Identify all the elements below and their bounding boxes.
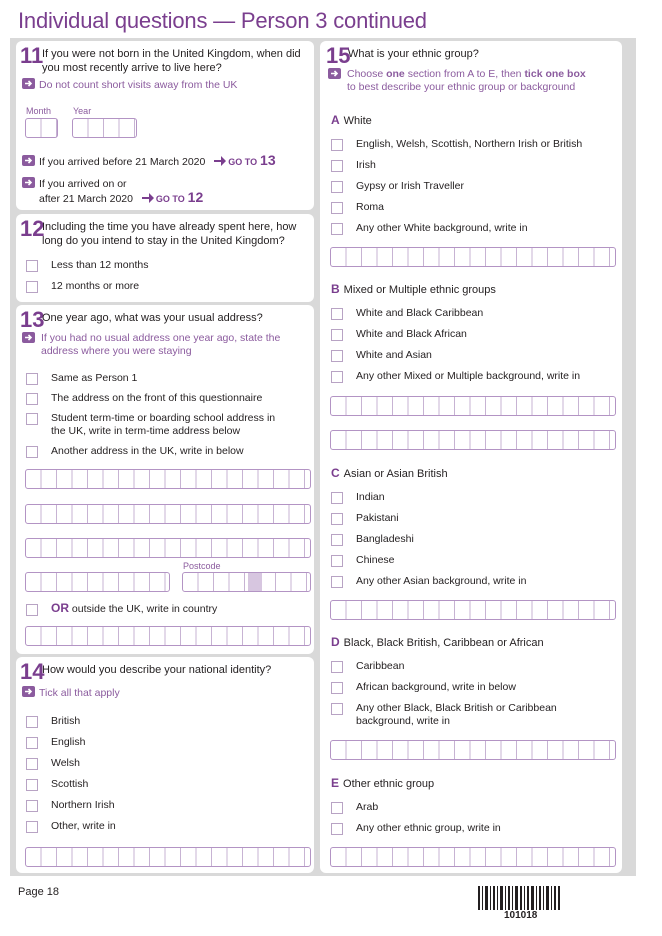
year-label: Year <box>73 106 92 116</box>
instruction-bold: tick one box <box>524 68 586 80</box>
address-line-2-input[interactable] <box>25 504 311 524</box>
option-checkbox[interactable] <box>26 716 38 728</box>
option-label: Caribbean <box>356 660 405 672</box>
instruction-text <box>347 68 619 94</box>
option-label: Arab <box>356 801 379 813</box>
option-label: African background, write in below <box>356 681 516 693</box>
country-input[interactable] <box>25 626 311 646</box>
black-write-in-input[interactable] <box>330 740 616 760</box>
option-checkbox[interactable] <box>331 513 343 525</box>
address-line-3-input[interactable] <box>25 538 311 558</box>
question-text: Including the time you have already spent here, how long do you intend to stay in the United Kingdom? <box>42 221 297 247</box>
identity-write-in-input[interactable] <box>25 847 311 867</box>
goto-target: 12 <box>187 189 204 205</box>
month-label: Month <box>26 106 52 116</box>
route-text-line2: after 21 March 2020 <box>39 193 133 205</box>
question-instruction <box>22 686 302 700</box>
barcode-number: 101018 <box>504 910 538 921</box>
option-label: British <box>51 715 81 727</box>
option-checkbox[interactable] <box>331 534 343 546</box>
page-number: Page 18 <box>18 886 59 898</box>
arrow-right-icon <box>22 155 35 166</box>
month-input[interactable] <box>25 118 58 138</box>
option-checkbox[interactable] <box>331 202 343 214</box>
section-letter: B <box>331 282 340 296</box>
option-label: Other, write in <box>51 820 116 832</box>
option-checkbox[interactable] <box>331 223 343 235</box>
option-checkbox[interactable] <box>331 576 343 588</box>
option-checkbox[interactable] <box>331 160 343 172</box>
option-label: Chinese <box>356 554 395 566</box>
instruction-part: section from A to E, then <box>404 68 525 80</box>
option-label: Any other ethnic group, write in <box>356 822 501 834</box>
question-text: One year ago, what was your usual address? <box>42 312 263 324</box>
option-label: Bangladeshi <box>356 533 414 545</box>
question-number: 12 <box>20 216 45 241</box>
section-title: Asian or Asian British <box>343 468 448 480</box>
arrow-right-icon <box>22 177 35 188</box>
goto-target: 13 <box>260 152 276 168</box>
option-label: Indian <box>356 491 385 503</box>
option-checkbox[interactable] <box>26 260 38 272</box>
option-checkbox[interactable] <box>26 737 38 749</box>
address-line-1-input[interactable] <box>25 469 311 489</box>
question-15-panel <box>320 41 622 873</box>
outside-uk-text: outside the UK, write in country <box>71 603 218 615</box>
instruction-text: If you had no usual address one year ago, state the address where you were staying <box>41 332 281 357</box>
arrow-right-icon <box>22 686 35 697</box>
section-c-heading <box>331 466 448 480</box>
option-checkbox[interactable] <box>331 492 343 504</box>
option-label: English <box>51 736 86 748</box>
section-a-heading <box>331 113 372 127</box>
option-label: Same as Person 1 <box>51 372 138 384</box>
route-after-date <box>22 177 312 191</box>
route-after-date-line2 <box>39 190 309 206</box>
section-title: Other ethnic group <box>343 778 435 790</box>
section-letter: C <box>331 466 340 480</box>
option-label: Welsh <box>51 757 80 769</box>
option-label: Any other Asian background, write in <box>356 575 527 587</box>
question-13-panel <box>16 305 314 654</box>
option-checkbox[interactable] <box>26 373 38 385</box>
option-label: White and Asian <box>356 349 432 361</box>
option-checkbox[interactable] <box>26 821 38 833</box>
option-label: Any other White background, write in <box>356 222 528 234</box>
instruction-part: Choose <box>347 68 387 80</box>
section-title: Black, Black British, Caribbean or African <box>343 637 544 649</box>
white-write-in-input[interactable] <box>330 247 616 267</box>
option-label: Student term-time or boarding school address in the UK, write in term-time address below <box>51 412 276 437</box>
instruction-part: to best describe your ethnic group or background <box>347 81 576 93</box>
question-instruction <box>22 78 308 92</box>
option-checkbox[interactable] <box>331 329 343 341</box>
section-e-heading <box>331 776 434 790</box>
instruction-text: Tick all that apply <box>39 687 120 699</box>
option-checkbox[interactable] <box>26 800 38 812</box>
option-label: 12 months or more <box>51 280 140 292</box>
option-checkbox[interactable] <box>331 823 343 835</box>
asian-write-in-input[interactable] <box>330 600 616 620</box>
route-text-line1: If you arrived on or <box>39 178 127 190</box>
option-checkbox[interactable] <box>331 802 343 814</box>
option-checkbox[interactable] <box>26 413 38 425</box>
section-b-heading <box>331 282 496 296</box>
question-12-panel <box>16 214 314 302</box>
mixed-write-in-input-1[interactable] <box>330 396 616 416</box>
option-label: English, Welsh, Scottish, Northern Irish or British <box>356 138 583 150</box>
postcode-gap-cell <box>248 573 262 591</box>
outside-uk-checkbox[interactable] <box>26 604 38 616</box>
option-checkbox[interactable] <box>331 308 343 320</box>
option-checkbox[interactable] <box>26 779 38 791</box>
option-label: Less than 12 months <box>51 259 149 271</box>
instruction-text: Do not count short visits away from the UK <box>39 79 238 91</box>
option-label: White and Black African <box>356 328 467 340</box>
option-checkbox[interactable] <box>331 371 343 383</box>
option-label: Gypsy or Irish Traveller <box>356 180 464 192</box>
section-letter: A <box>331 113 340 127</box>
question-text: What is your ethnic group? <box>348 48 479 60</box>
question-number: 11 <box>20 43 44 68</box>
section-title: Mixed or Multiple ethnic groups <box>343 284 496 296</box>
other-write-in-input[interactable] <box>330 847 616 867</box>
instruction-bold: one <box>386 68 405 80</box>
option-checkbox[interactable] <box>26 393 38 405</box>
option-checkbox[interactable] <box>26 281 38 293</box>
address-line-4-input[interactable] <box>25 572 170 592</box>
route-text: If you arrived before 21 March 2020 <box>39 156 206 168</box>
option-checkbox[interactable] <box>331 350 343 362</box>
option-label: Another address in the UK, write in below <box>51 445 244 457</box>
barcode <box>478 886 562 910</box>
goto-arrow-icon <box>214 156 226 166</box>
postcode-label: Postcode <box>183 561 221 571</box>
option-label: The address on the front of this questionnaire <box>51 392 263 404</box>
option-label: Pakistani <box>356 512 399 524</box>
arrow-right-icon <box>22 332 35 343</box>
option-checkbox[interactable] <box>331 139 343 151</box>
question-11-panel <box>16 41 314 210</box>
page-title: Individual questions — Person 3 continued <box>18 8 427 33</box>
question-text: How would you describe your national identity? <box>42 664 272 676</box>
option-label: White and Black Caribbean <box>356 307 484 319</box>
option-label: Any other Black, Black British or Caribbean background, write in <box>356 702 557 727</box>
section-d-heading <box>331 635 544 649</box>
option-checkbox[interactable] <box>26 446 38 458</box>
section-title: White <box>343 115 372 127</box>
option-checkbox[interactable] <box>331 181 343 193</box>
option-checkbox[interactable] <box>331 661 343 673</box>
arrow-right-icon <box>22 78 35 89</box>
or-label: OR <box>51 601 69 615</box>
mixed-write-in-input-2[interactable] <box>330 430 616 450</box>
goto-label: GO TO <box>228 157 258 167</box>
question-number: 15 <box>326 43 351 68</box>
question-number: 14 <box>20 659 45 684</box>
question-text: If you were not born in the United Kingdom, when did you most recently arrive to live here? <box>42 48 301 74</box>
goto-label: GO TO <box>155 194 185 204</box>
postcode-input[interactable] <box>182 572 311 592</box>
question-number: 13 <box>20 307 45 332</box>
option-checkbox[interactable] <box>26 758 38 770</box>
section-letter: E <box>331 776 340 790</box>
route-before-date <box>22 153 312 169</box>
option-label: Scottish <box>51 778 89 790</box>
option-label: Any other Mixed or Multiple background, write in <box>356 370 581 382</box>
year-input[interactable] <box>72 118 137 138</box>
goto-arrow-icon <box>142 193 154 203</box>
option-label: Irish <box>356 159 376 171</box>
outside-uk-label <box>51 602 217 616</box>
option-checkbox[interactable] <box>331 682 343 694</box>
section-letter: D <box>331 635 340 649</box>
option-label: Roma <box>356 201 385 213</box>
option-checkbox[interactable] <box>331 555 343 567</box>
option-label: Northern Irish <box>51 799 115 811</box>
question-14-panel <box>16 657 314 873</box>
option-checkbox[interactable] <box>331 703 343 715</box>
arrow-right-icon <box>328 68 341 79</box>
